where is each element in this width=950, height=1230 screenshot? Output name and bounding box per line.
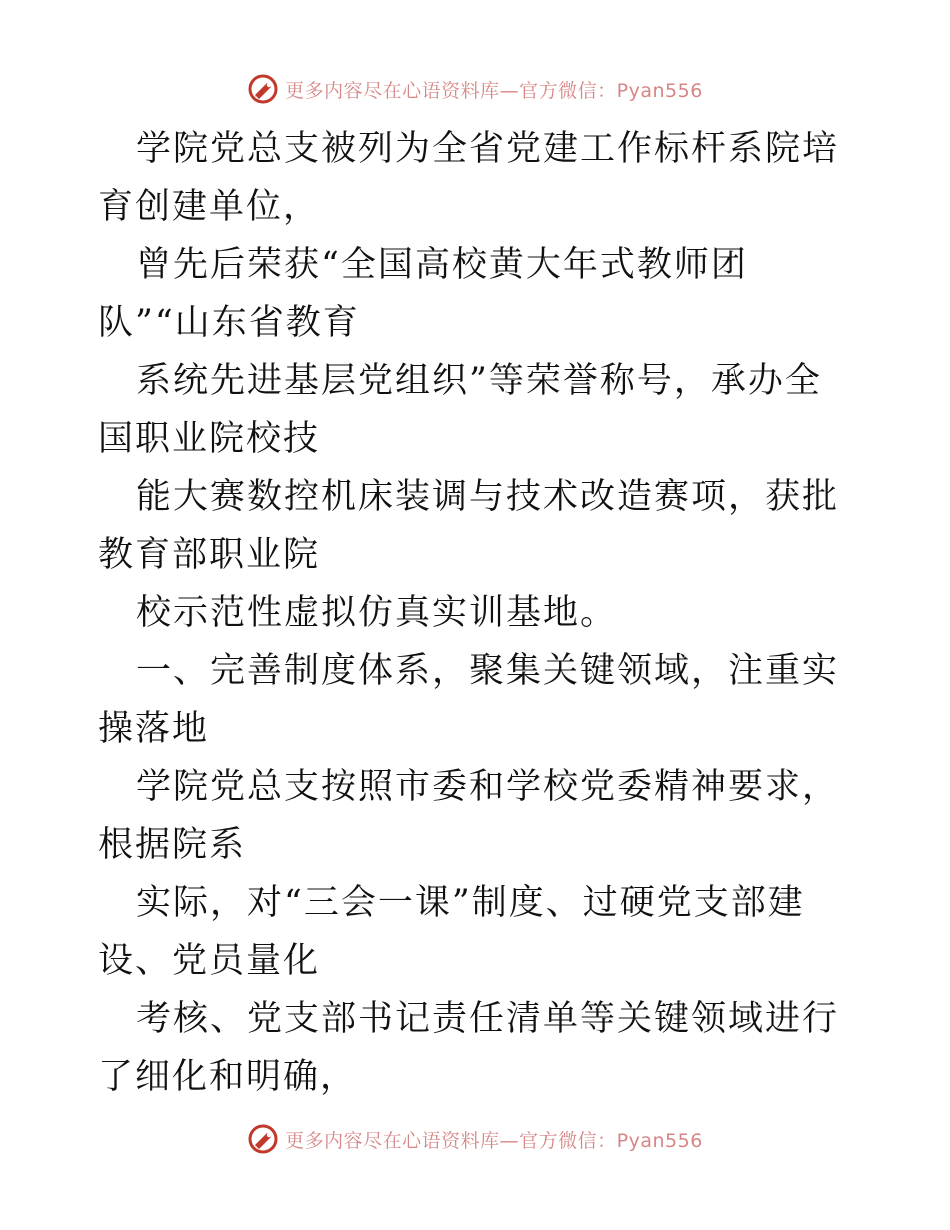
watermark-text: 更多内容尽在心语资料库—官方微信：Pyan556: [285, 1129, 703, 1152]
pen-logo-icon: [247, 1123, 279, 1155]
paragraph-4: 能大赛数控机床装调与技术改造赛项，获批教育部职业院: [98, 477, 840, 575]
paragraph-9: 考核、党支部书记责任清单等关键领域进行了细化和明确，: [98, 999, 840, 1097]
watermark-text: 更多内容尽在心语资料库—官方微信：Pyan556: [285, 79, 703, 102]
footer-watermark: [0, 1122, 950, 1156]
paragraph-5: 校示范性虚拟仿真实训基地。: [136, 593, 618, 633]
paragraph-3: 系统先进基层党组织”等荣誉称号，承办全国职业院校技: [98, 361, 822, 459]
paragraph-2: 曾先后荣获“全国高校黄大年式教师团队”“山东省教育: [98, 245, 748, 343]
pen-logo-icon: [247, 73, 279, 105]
paragraph-1: 学院党总支被列为全省党建工作标杆系院培育创建单位，: [98, 129, 840, 227]
header-watermark: [0, 72, 950, 106]
document-body: [98, 120, 858, 1106]
paragraph-8: 实际，对“三会一课”制度、过硬党支部建设、党员量化: [98, 883, 805, 981]
paragraph-6: 一、完善制度体系，聚集关键领域，注重实操落地: [98, 651, 840, 749]
paragraph-7: 学院党总支按照市委和学校党委精神要求，根据院系: [98, 767, 840, 865]
